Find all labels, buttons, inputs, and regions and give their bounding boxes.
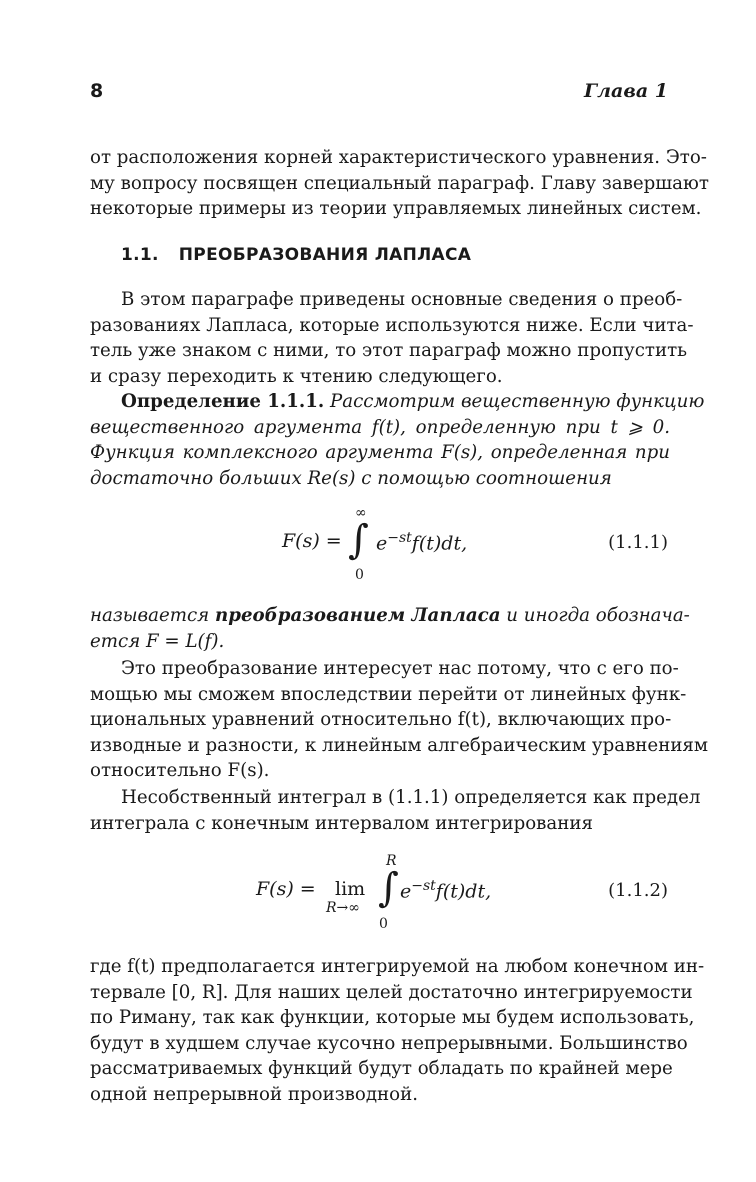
text-line: относительно F(s). xyxy=(90,760,270,782)
intro-paragraph xyxy=(90,145,709,222)
text-line: Определение 1.1.1. Рассмотрим вещественную функцию xyxy=(121,391,705,412)
integral-lower-limit: 0 xyxy=(355,567,364,583)
equation-1 xyxy=(282,530,342,552)
text-line: где f(t) предполагается интегрируемой на любом конечном ин- xyxy=(90,956,705,977)
text-line: В этом параграфе приведены основные сведения о преоб- xyxy=(121,289,683,310)
bold-term: преобразованием Лапласа xyxy=(215,605,501,626)
paragraph-3 xyxy=(90,785,701,836)
paragraph-4 xyxy=(90,954,705,1108)
definition-label: Определение 1.1.1. xyxy=(121,391,325,412)
section-title: ПРЕОБРАЗОВАНИЯ ЛАПЛАСА xyxy=(178,245,472,265)
integral-sign: ∫ xyxy=(348,517,369,563)
text-line: одной непрерывной производной. xyxy=(90,1083,418,1105)
eq-lhs: F(s) = xyxy=(256,878,316,900)
text-line: рассматриваемых функций будут обладать по крайней мере xyxy=(90,1058,673,1080)
page-number: 8 xyxy=(90,80,104,102)
integral-sign: ∫ xyxy=(378,865,399,911)
text-line: мощью мы сможем впоследствии перейти от линейных функ- xyxy=(90,683,687,705)
text-line: изводные и разности, к линейным алгебраическим уравнениям xyxy=(90,734,709,756)
text-line: тель уже знаком с ними, то этот параграф можно пропустить xyxy=(90,340,688,362)
text-line: по Риману, так как функции, которые мы будем использовать, xyxy=(90,1007,695,1029)
section-number: 1.1. xyxy=(121,245,159,265)
text-line: некоторые примеры из теории управляемых линейных систем. xyxy=(90,198,702,220)
integral-lower-limit: 0 xyxy=(379,916,388,932)
text-line: Несобственный интеграл в (1.1.1) определяется как предел xyxy=(121,787,701,808)
equation-number: (1.1.1) xyxy=(608,532,668,553)
integral-upper-limit: R xyxy=(386,853,397,869)
text-line: интеграла с конечным интервалом интегрирования xyxy=(90,812,593,834)
eq-lhs: F(s) = xyxy=(282,530,342,552)
text-line: вещественного аргумента f(t), определенную при t ⩾ 0. xyxy=(90,416,670,438)
text-line: ется F = L(f). xyxy=(90,630,225,652)
text-line: будут в худшем случае кусочно непрерывными. Большинство xyxy=(90,1032,688,1054)
text-line: разованиях Лапласа, которые используются ниже. Если чита- xyxy=(90,314,694,336)
paragraph-2 xyxy=(90,656,709,784)
text-line: Функция комплексного аргумента F(s), определенная при xyxy=(90,442,670,464)
eq-lim-subscript: R→∞ xyxy=(326,900,360,916)
text-line: Это преобразование интересует нас потому, что с его по- xyxy=(121,658,679,679)
text-line: и сразу переходить к чтению следующего. xyxy=(90,365,503,387)
text-line: тервале [0, R]. Для наших целей достаточно интегрируемости xyxy=(90,981,693,1003)
text-line: му вопросу посвящен специальный параграф. Главу завершают xyxy=(90,172,709,194)
chapter-title: Глава 1 xyxy=(584,80,668,102)
text-line: достаточно больших Re(s) с помощью соотношения xyxy=(90,467,612,489)
definition-block xyxy=(90,389,705,491)
eq-integrand: $e^{-st}f(t)dt$, xyxy=(376,530,468,555)
after-eq1-paragraph xyxy=(90,603,690,654)
text-line: циональных уравнений относительно f(t), включающих про- xyxy=(90,709,672,731)
paragraph-1 xyxy=(90,287,694,389)
equation-2 xyxy=(256,878,316,900)
text-line: от расположения корней характеристического уравнения. Это- xyxy=(90,147,707,168)
section-heading xyxy=(121,245,471,265)
text-line: называется преобразованием Лапласа и иногда обознача- xyxy=(90,605,690,626)
eq-lim: lim xyxy=(335,878,366,900)
equation-number: (1.1.2) xyxy=(608,880,668,901)
eq-integrand: $e^{-st}f(t)dt$, xyxy=(400,878,492,903)
integral-upper-limit: ∞ xyxy=(355,505,367,521)
